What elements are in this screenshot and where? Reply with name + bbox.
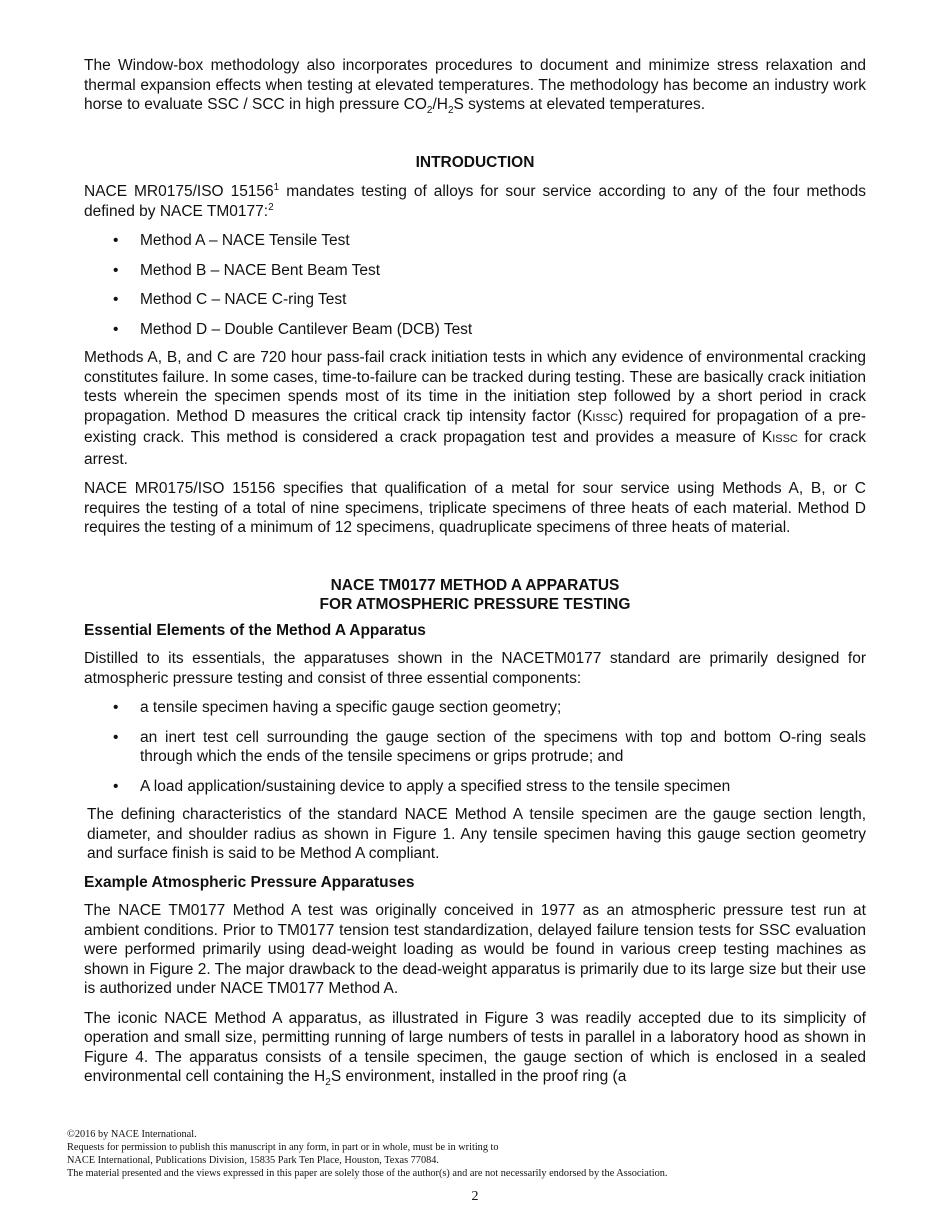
introduction-paragraph-2: Methods A, B, and C are 720 hour pass-fail crack initiation tests in which any evidence of environmental cracking constitutes failure. In some cases, time-to-failure can be tracked during testing. These are basically crack initiation tests wherein the specimen spends most of its time in the initiation step followed by a short period in crack propagation. Method D measures the critical crack tip intensity factor (KISSC) required for propagation of a pre-existing crack. This method is considered a crack propagation test and provides a measure of KISSC for crack arrest. xyxy=(84,349,867,468)
introduction-paragraph-3: NACE MR0175/ISO 15156 specifies that qualification of a metal for sour service using Methods A, B, or C requires the testing of a total of nine specimens, triplicate specimens of three heats of each material. Method D requires the testing of a minimum of 12 specimens, quadruplicate specimens of three heats of material. xyxy=(84,480,866,536)
introduction-paragraph-1: NACE MR0175/ISO 15156$^1$ mandates testing of alloys for sour service according to any of the four methods defined by NACE TM0177:$^2$ xyxy=(84,181,866,220)
footer-line: Requests for permission to publish this manuscript in any form, in part or in whole, must be in writing to xyxy=(67,1142,499,1153)
list-item: • Method B – NACE Bent Beam Test xyxy=(113,261,381,279)
footer-line: The material presented and the views expressed in this paper are solely those of the author(s) and are not necessarily endorsed by the Association. xyxy=(67,1168,668,1179)
list-item: • Method A – NACE Tensile Test xyxy=(113,232,350,249)
method-a-paragraph-2: The defining characteristics of the standard NACE Method A tensile specimen are the gauge section length, diameter, and shoulder radius as shown in Figure 1. Any tensile specimen having this gauge section geometry and surface finish is said to be Method A compliant. xyxy=(87,806,866,862)
copyright-footer xyxy=(67,1128,883,1180)
footer-line: NACE International, Publications Division, 15835 Park Ten Place, Houston, Texas 77084. xyxy=(67,1155,439,1166)
page-number: 2 xyxy=(471,1189,479,1204)
list-item: • an inert test cell surrounding the gauge section of the specimens with top and bottom O-ring seals through which the ends of the tensile specimens or grips protrude; and xyxy=(113,728,866,765)
method-a-paragraph-1: Distilled to its essentials, the apparatuses shown in the NACETM0177 standard are primarily designed for atmospheric pressure testing and consist of three essential components: xyxy=(84,650,866,687)
list-item: • a tensile specimen having a specific gauge section geometry; xyxy=(113,699,562,716)
page-body xyxy=(84,56,866,1087)
introduction-heading: INTRODUCTION xyxy=(415,153,535,171)
essential-elements-heading: Essential Elements of the Method A Apparatus xyxy=(84,621,426,639)
method-a-paragraph-4: The iconic NACE Method A apparatus, as illustrated in Figure 3 was readily accepted due to its simplicity of operation and small size, permitting running of large numbers of tests in parallel in a laboratory hood as shown in Figure 4. The apparatus consists of a tensile specimen, the gauge section of which is enclosed in a sealed environmental cell containing the $H_2S$ environment, installed in the proof ring (a xyxy=(84,1009,866,1089)
example-apparatuses-heading: Example Atmospheric Pressure Apparatuses xyxy=(84,873,415,891)
method-a-paragraph-3: The NACE TM0177 Method A test was originally conceived in 1977 as an atmospheric pressure test run at ambient conditions. Prior to TM0177 tension test standardization, delayed failure tension tests for SSC evaluation were performed primarily using dead-weight loading as would be found in various creep testing machines as shown in Figure 2. The major drawback to the dead-weight apparatus is primarily due to its large size but their use is authorized under NACE TM0177 Method A. xyxy=(84,902,867,997)
method-a-heading-line-1: NACE TM0177 METHOD A APPARATUS xyxy=(330,576,620,594)
list-item: • Method D – Double Cantilever Beam (DCB) Test xyxy=(113,320,473,338)
method-a-heading-line-2: FOR ATMOSPHERIC PRESSURE TESTING xyxy=(319,596,631,613)
intro-paragraph: The Window-box methodology also incorporates procedures to document and minimize stress relaxation and thermal expansion effects when testing at elevated temperatures. The methodology has become an industry work horse to evaluate SSC / SCC in high pressure $CO_2/H_2S$ systems at elevated temperatures. xyxy=(84,57,866,117)
footer-line: ©2016 by NACE International. xyxy=(67,1129,197,1140)
list-item: • A load application/sustaining device to apply a specified stress to the tensile specimen xyxy=(113,777,731,795)
list-item: • Method C – NACE C-ring Test xyxy=(113,291,347,308)
